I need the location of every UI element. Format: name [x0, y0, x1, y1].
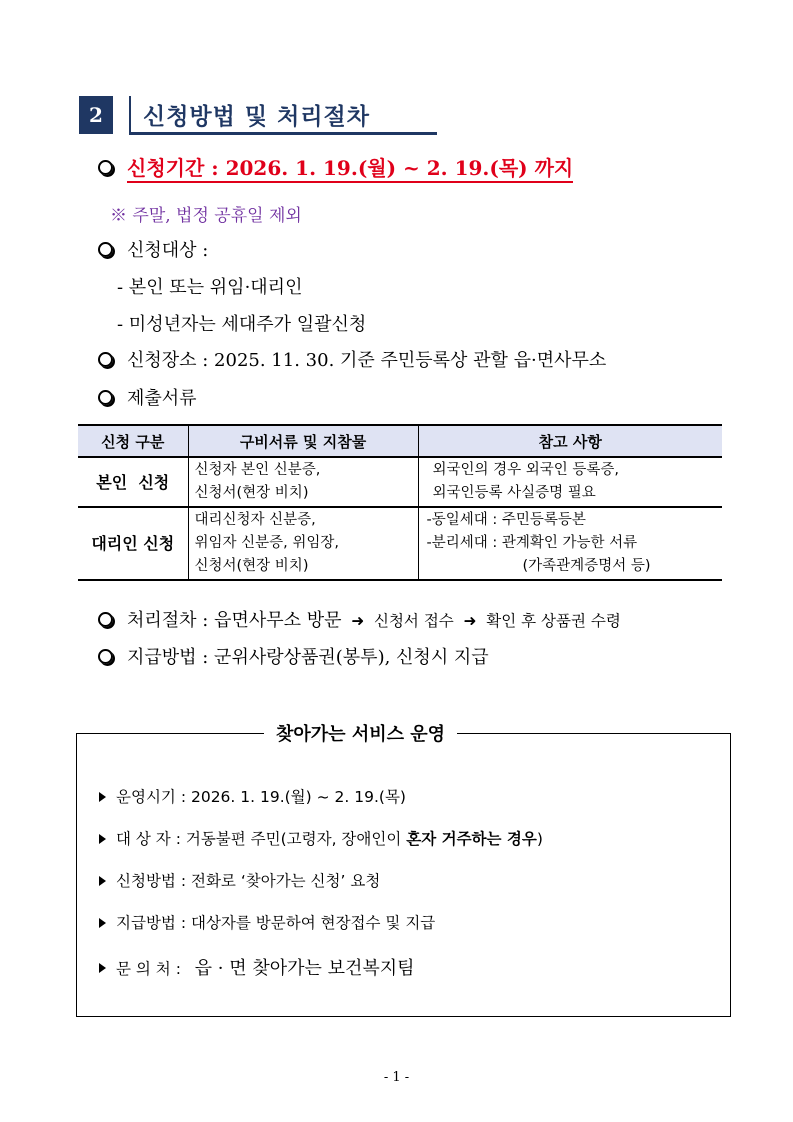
service-item-text: 지급방법 : 대상자를 방문하여 현장접수 및 지급: [116, 914, 436, 932]
note-line: 외국인등록 사실증명 필요: [432, 485, 596, 501]
payment-text: 지급방법 : 군위사랑상품권(봉투), 신청시 지급: [127, 647, 489, 668]
process-label: 처리절차 : 읍면사무소 방문: [127, 610, 342, 631]
table-cell-type: 본인 신청: [78, 457, 188, 507]
application-period: [98, 152, 573, 181]
section-title: 신청방법 및 처리절차: [143, 104, 370, 130]
table-row: [78, 507, 722, 580]
table-cell-notes: [418, 507, 722, 580]
service-item-text: 읍 · 면 찾아가는 보건복지팀: [194, 958, 415, 979]
service-item-text: 신청방법 : 전화로 ‘찾아가는 신청’ 요청: [116, 872, 381, 890]
service-item-contact: [99, 954, 415, 980]
doc-line: 신청서(현장 비치): [194, 485, 309, 501]
circle-bullet-icon: [98, 160, 113, 175]
service-title: 찾아가는 서비스 운영: [264, 720, 457, 746]
process-line: [98, 606, 621, 632]
application-place: [98, 346, 606, 372]
section-number: 2: [79, 96, 113, 134]
holiday-note: ※ 주말, 법정 공휴일 제외: [110, 206, 302, 226]
triangle-bullet-icon: [99, 963, 106, 973]
circle-bullet-icon: [98, 649, 113, 664]
circle-bullet-icon: [98, 612, 113, 627]
note-line: -분리세대 : 관계확인 가능한 서류: [426, 535, 638, 551]
service-item-period: [99, 785, 406, 807]
service-item-method: [99, 869, 380, 891]
documents-table: [78, 424, 722, 581]
table-header: 신청 구분: [78, 425, 188, 457]
service-item-text: ): [536, 830, 543, 848]
payment-line: [98, 643, 489, 669]
arrow-icon: ➜: [351, 612, 365, 630]
note-line: (가족관계증명서 등): [522, 558, 651, 574]
table-row: [78, 457, 722, 507]
documents-heading-text: 제출서류: [127, 388, 197, 409]
circle-bullet-icon: [98, 390, 113, 405]
doc-line: 신청자 본인 신분증,: [194, 462, 321, 478]
table-header: 구비서류 및 지참물: [188, 425, 418, 457]
arrow-icon: ➜: [463, 612, 477, 630]
table-cell-docs: [188, 457, 418, 507]
doc-line: 신청서(현장 비치): [194, 558, 309, 574]
documents-heading: [98, 384, 197, 410]
service-item-target: [99, 827, 543, 849]
table-cell-docs: [188, 507, 418, 580]
service-item-text: 문 의 처 :: [116, 960, 181, 978]
service-item-text: 대 상 자 : 거동불편 주민(고령자, 장애인이: [116, 830, 407, 848]
section-divider: [129, 96, 131, 134]
service-item-text: 운영시기 : 2026. 1. 19.(월) ~ 2. 19.(목): [116, 788, 406, 806]
table-cell-notes: [418, 457, 722, 507]
process-step: 신청서 접수: [373, 612, 454, 630]
table-header: 참고 사항: [418, 425, 722, 457]
triangle-bullet-icon: [99, 876, 106, 886]
circle-bullet-icon: [98, 242, 113, 257]
triangle-bullet-icon: [99, 918, 106, 928]
target-heading: [98, 236, 208, 262]
target-item-2: - 미성년자는 세대주가 일괄신청: [117, 314, 367, 335]
triangle-bullet-icon: [99, 792, 106, 802]
service-item-payment: [99, 911, 435, 933]
target-heading-text: 신청대상 :: [127, 240, 209, 261]
page-number: - 1 -: [383, 1070, 410, 1085]
section-underline: [129, 132, 437, 135]
process-step: 확인 후 상품권 수령: [486, 612, 621, 630]
application-place-text: 신청장소 : 2025. 11. 30. 기준 주민등록상 관할 읍·면사무소: [127, 350, 607, 371]
service-item-emphasis: 혼자 거주하는 경우: [406, 830, 537, 848]
triangle-bullet-icon: [99, 834, 106, 844]
target-item-1: - 본인 또는 위임·대리인: [117, 277, 303, 298]
circle-bullet-icon: [98, 352, 113, 367]
table-cell-type: 대리인 신청: [78, 507, 188, 580]
note-line: 외국인의 경우 외국인 등록증,: [432, 462, 620, 478]
note-line: -동일세대 : 주민등록등본: [426, 512, 586, 528]
doc-line: 위임자 신분증, 위임장,: [194, 535, 339, 551]
doc-line: 대리신청자 신분증,: [194, 512, 316, 528]
application-period-text: 신청기간 : 2026. 1. 19.(월) ~ 2. 19.(목) 까지: [127, 156, 573, 183]
table-header-row: [78, 425, 722, 457]
